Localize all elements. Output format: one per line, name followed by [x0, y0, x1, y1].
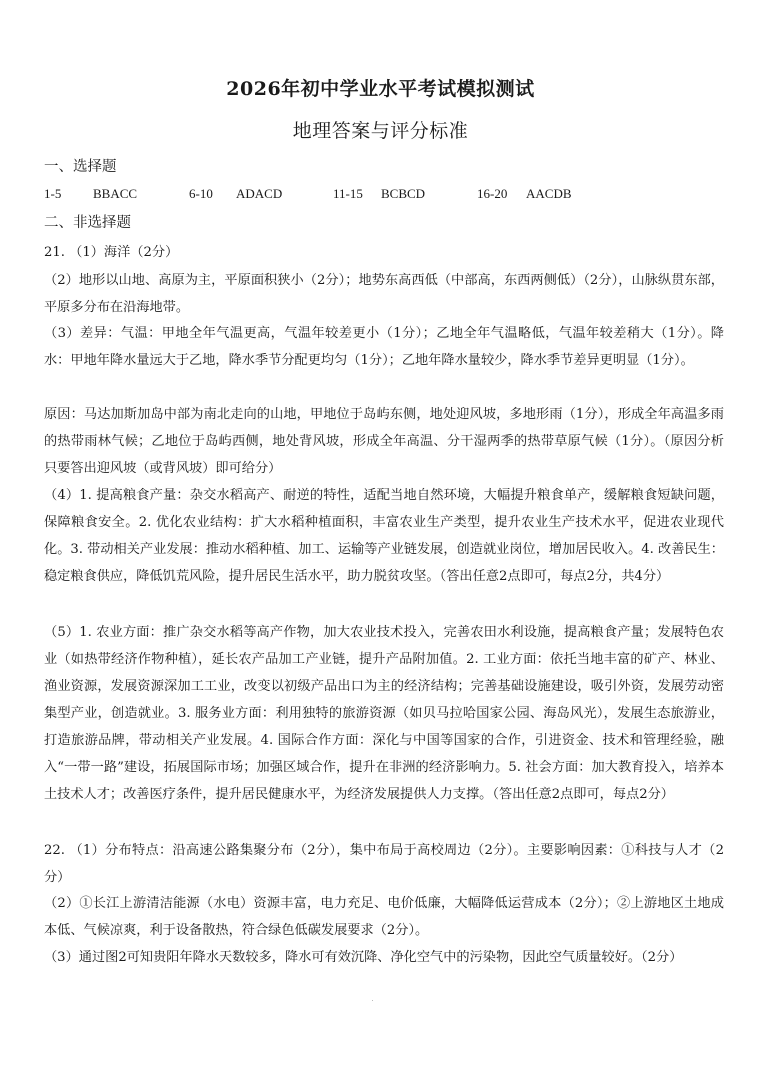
mc-answers-1: BBACC	[93, 186, 138, 201]
section-heading-nonchoice: 二、非选择题	[44, 215, 131, 231]
answer-22-3: （3）通过图2可知贵阳年降水天数较多，降水可有效沉降、净化空气中的污染物，因此空气质量较好。（2分）	[44, 950, 683, 965]
answer-21-3-difference: （3）差异：气温：甲地全年气温更高，气温年较差更小（1分）；乙地全年气温略低，气温年较差稍大（1分）。降水：甲地年降水量远大于乙地，降水季节分配更均匀（1分）；乙地年降水量较少，降水季节差异更明显（1分）。	[44, 326, 724, 368]
mc-range-2: 6-10	[189, 186, 213, 201]
page-subtitle: 地理答案与评分标准	[292, 120, 469, 142]
page-dot	[372, 1000, 373, 1001]
mc-answers-2: ADACD	[236, 186, 283, 201]
answer-21-2: （2）地形以山地、高原为主，平原面积狭小（2分）；地势东高西低（中部高，东西两侧低）（2分），山脉纵贯东部，平原多分布在沿海地带。	[44, 273, 724, 315]
answer-21-4: （4）1. 提高粮食产量：杂交水稻高产、耐逆的特性，适配当地自然环境，大幅提升粮食单产，缓解粮食短缺问题，保障粮食安全。2. 优化农业结构：扩大水稻种植面积，丰富农业生产类型，提升农业生产技术水平，促进农业现代化。3. 带动相关产业发展：推动水稻种植、加工、运输等产业链发展，创造就业岗位，增加居民收入。4. 改善民生：稳定粮食供应，降低饥荒风险，提升居民生活水平，助力脱贫攻坚。（答出任意2点即可，每点2分，共4分）	[44, 488, 724, 584]
page-title: 2026年初中学业水平考试模拟测试	[226, 78, 535, 100]
answer-22-1: 22. （1）分布特点：沿高速公路集聚分布（2分），集中布局于高校周边（2分）。主要影响因素：①科技与人才（2分）	[44, 843, 724, 885]
answer-22-2: （2）①长江上游清洁能源（水电）资源丰富，电力充足、电价低廉，大幅降低运营成本（2分）；②上游地区土地成本低、气候凉爽，利于设备散热，符合绿色低碳发展要求（2分）。	[44, 896, 724, 938]
mc-range-3: 11-15	[333, 186, 363, 201]
mc-range-4: 16-20	[477, 186, 508, 201]
mc-answers-3: BCBCD	[381, 186, 426, 201]
answer-21-5: （5）1. 农业方面：推广杂交水稻等高产作物，加大农业技术投入，完善农田水利设施，提高粮食产量；发展特色农业（如热带经济作物种植），延长农产品加工产业链，提升产品附加值。2. 工业方面：依托当地丰富的矿产、林业、渔业资源，发展资源深加工工业，改变以初级产品出口为主的经济结构；完善基础设施建设，吸引外资，发展劳动密集型产业，创造就业。3. 服务业方面：利用独特的旅游资源（如贝马拉哈国家公园、海岛风光），发展生态旅游业，打造旅游品牌，带动相关产业发展。4. 国际合作方面：深化与中国等国家的合作，引进资金、技术和管理经验，融入“一带一路”建设，拓展国际市场；加强区域合作，提升在非洲的经济影响力。5. 社会方面：加大教育投入，培养本土技术人才；改善医疗条件，提升居民健康水平，为经济发展提供人力支撑。（答出任意2点即可，每点2分）	[44, 625, 724, 802]
section-heading-choice: 一、选择题	[44, 159, 117, 175]
answer-21-1: 21. （1）海洋（2分）	[44, 245, 179, 260]
mc-answers-4: AACDB	[526, 186, 572, 201]
mc-range-1: 1-5	[44, 186, 62, 201]
answer-21-3-reason: 原因：马达加斯加岛中部为南北走向的山地，甲地位于岛屿东侧，地处迎风坡，多地形雨（1分），形成全年高温多雨的热带雨林气候；乙地位于岛屿西侧，地处背风坡，形成全年高温、分干湿两季的热带草原气候（1分）。（原因分析只要答出迎风坡（或背风坡）即可给分）	[44, 407, 724, 476]
